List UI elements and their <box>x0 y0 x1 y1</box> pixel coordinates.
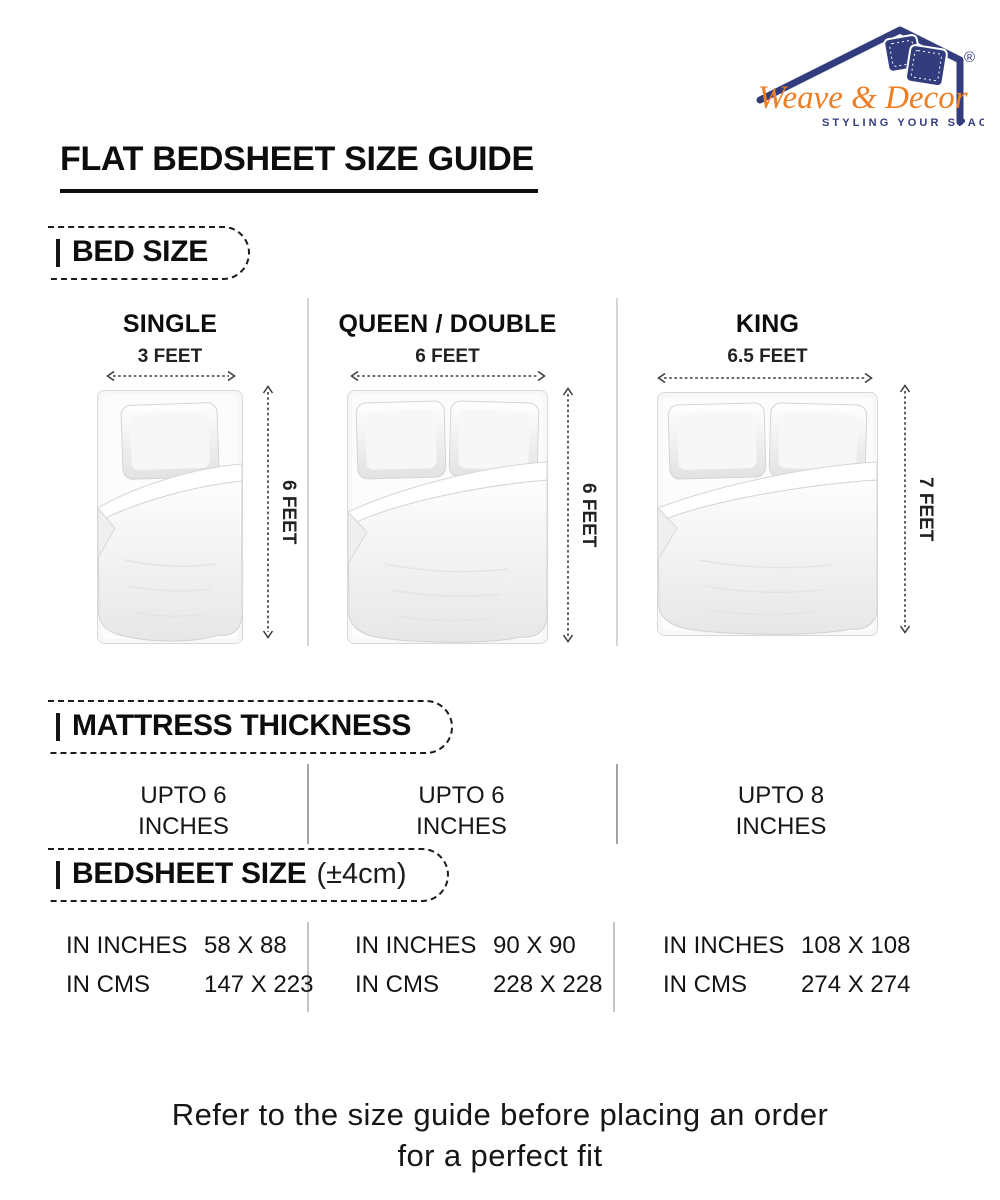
thickness-line2: INCHES <box>416 813 507 840</box>
sheet-size-queen <box>355 932 602 999</box>
bed-name-queen: QUEEN / DOUBLE <box>338 310 557 338</box>
bed-name-king: KING <box>735 310 800 338</box>
thickness-line2: INCHES <box>735 813 827 840</box>
brand-name: Weave & Decor <box>758 80 968 116</box>
bed-illustration-single <box>95 388 245 650</box>
section-header-mattress-thickness <box>48 700 453 754</box>
width-label-single: 3 FEET <box>137 346 203 367</box>
column-divider <box>307 298 309 646</box>
brand-logo <box>752 10 984 130</box>
thickness-line1: UPTO 8 <box>737 782 825 809</box>
brand-tagline: STYLING YOUR SPACE <box>822 117 984 129</box>
column-divider <box>613 922 615 1012</box>
badge-accent-bar <box>56 861 60 889</box>
column-divider <box>616 298 618 646</box>
footer-note <box>0 1094 1000 1176</box>
length-label-single: 6 FEET <box>278 479 299 545</box>
section-header-bedsheet-size <box>48 848 449 902</box>
length-arrow <box>899 383 911 635</box>
footer-line2: for a perfect fit <box>397 1138 603 1173</box>
section-label-bed-size: BED SIZE <box>72 235 208 268</box>
inches-value: 58 X 88 <box>204 932 287 959</box>
cms-label: IN CMS <box>66 971 150 998</box>
width-label-queen: 6 FEET <box>415 346 480 367</box>
length-label-queen: 6 FEET <box>578 482 599 548</box>
inches-label: IN INCHES <box>66 932 188 959</box>
cms-value: 228 X 228 <box>493 971 603 998</box>
bed-illustration-king <box>655 390 880 642</box>
cms-value: 274 X 274 <box>801 971 911 998</box>
width-label-king: 6.5 FEET <box>727 346 808 367</box>
thickness-queen <box>307 780 616 842</box>
length-arrow <box>262 384 274 640</box>
footer-line1: Refer to the size guide before placing an order <box>171 1097 829 1132</box>
thickness-king <box>616 780 946 842</box>
page-title: FLAT BEDSHEET SIZE GUIDE <box>60 140 538 193</box>
thickness-line1: UPTO 6 <box>418 782 505 809</box>
cms-label: IN CMS <box>355 971 439 998</box>
section-header-bed-size <box>48 226 250 280</box>
thickness-line1: UPTO 6 <box>140 782 227 809</box>
section-label-bedsheet: BEDSHEET SIZE <box>72 857 307 890</box>
width-arrow <box>656 372 874 384</box>
length-label-king: 7 FEET <box>915 476 936 542</box>
badge-accent-bar <box>56 713 60 741</box>
bed-illustration-queen <box>345 388 550 650</box>
brand-logo-graphic <box>752 10 984 130</box>
sheet-size-single <box>66 932 313 999</box>
registered-trademark: ® <box>964 49 976 66</box>
inches-value: 108 X 108 <box>801 932 911 959</box>
inches-value: 90 X 90 <box>493 932 576 959</box>
cms-value: 147 X 223 <box>204 971 314 998</box>
inches-label: IN INCHES <box>663 932 785 959</box>
thickness-line2: INCHES <box>138 813 229 840</box>
width-arrow <box>349 370 547 382</box>
width-arrow <box>105 370 237 382</box>
tolerance-note: (±4cm) <box>316 858 407 890</box>
bed-name-single: SINGLE <box>122 310 218 338</box>
length-arrow <box>562 386 574 644</box>
sheet-size-king <box>663 932 910 999</box>
badge-accent-bar <box>56 239 60 267</box>
inches-label: IN INCHES <box>355 932 477 959</box>
section-label-mattress: MATTRESS THICKNESS <box>72 709 412 742</box>
cms-label: IN CMS <box>663 971 747 998</box>
thickness-single <box>60 780 307 842</box>
